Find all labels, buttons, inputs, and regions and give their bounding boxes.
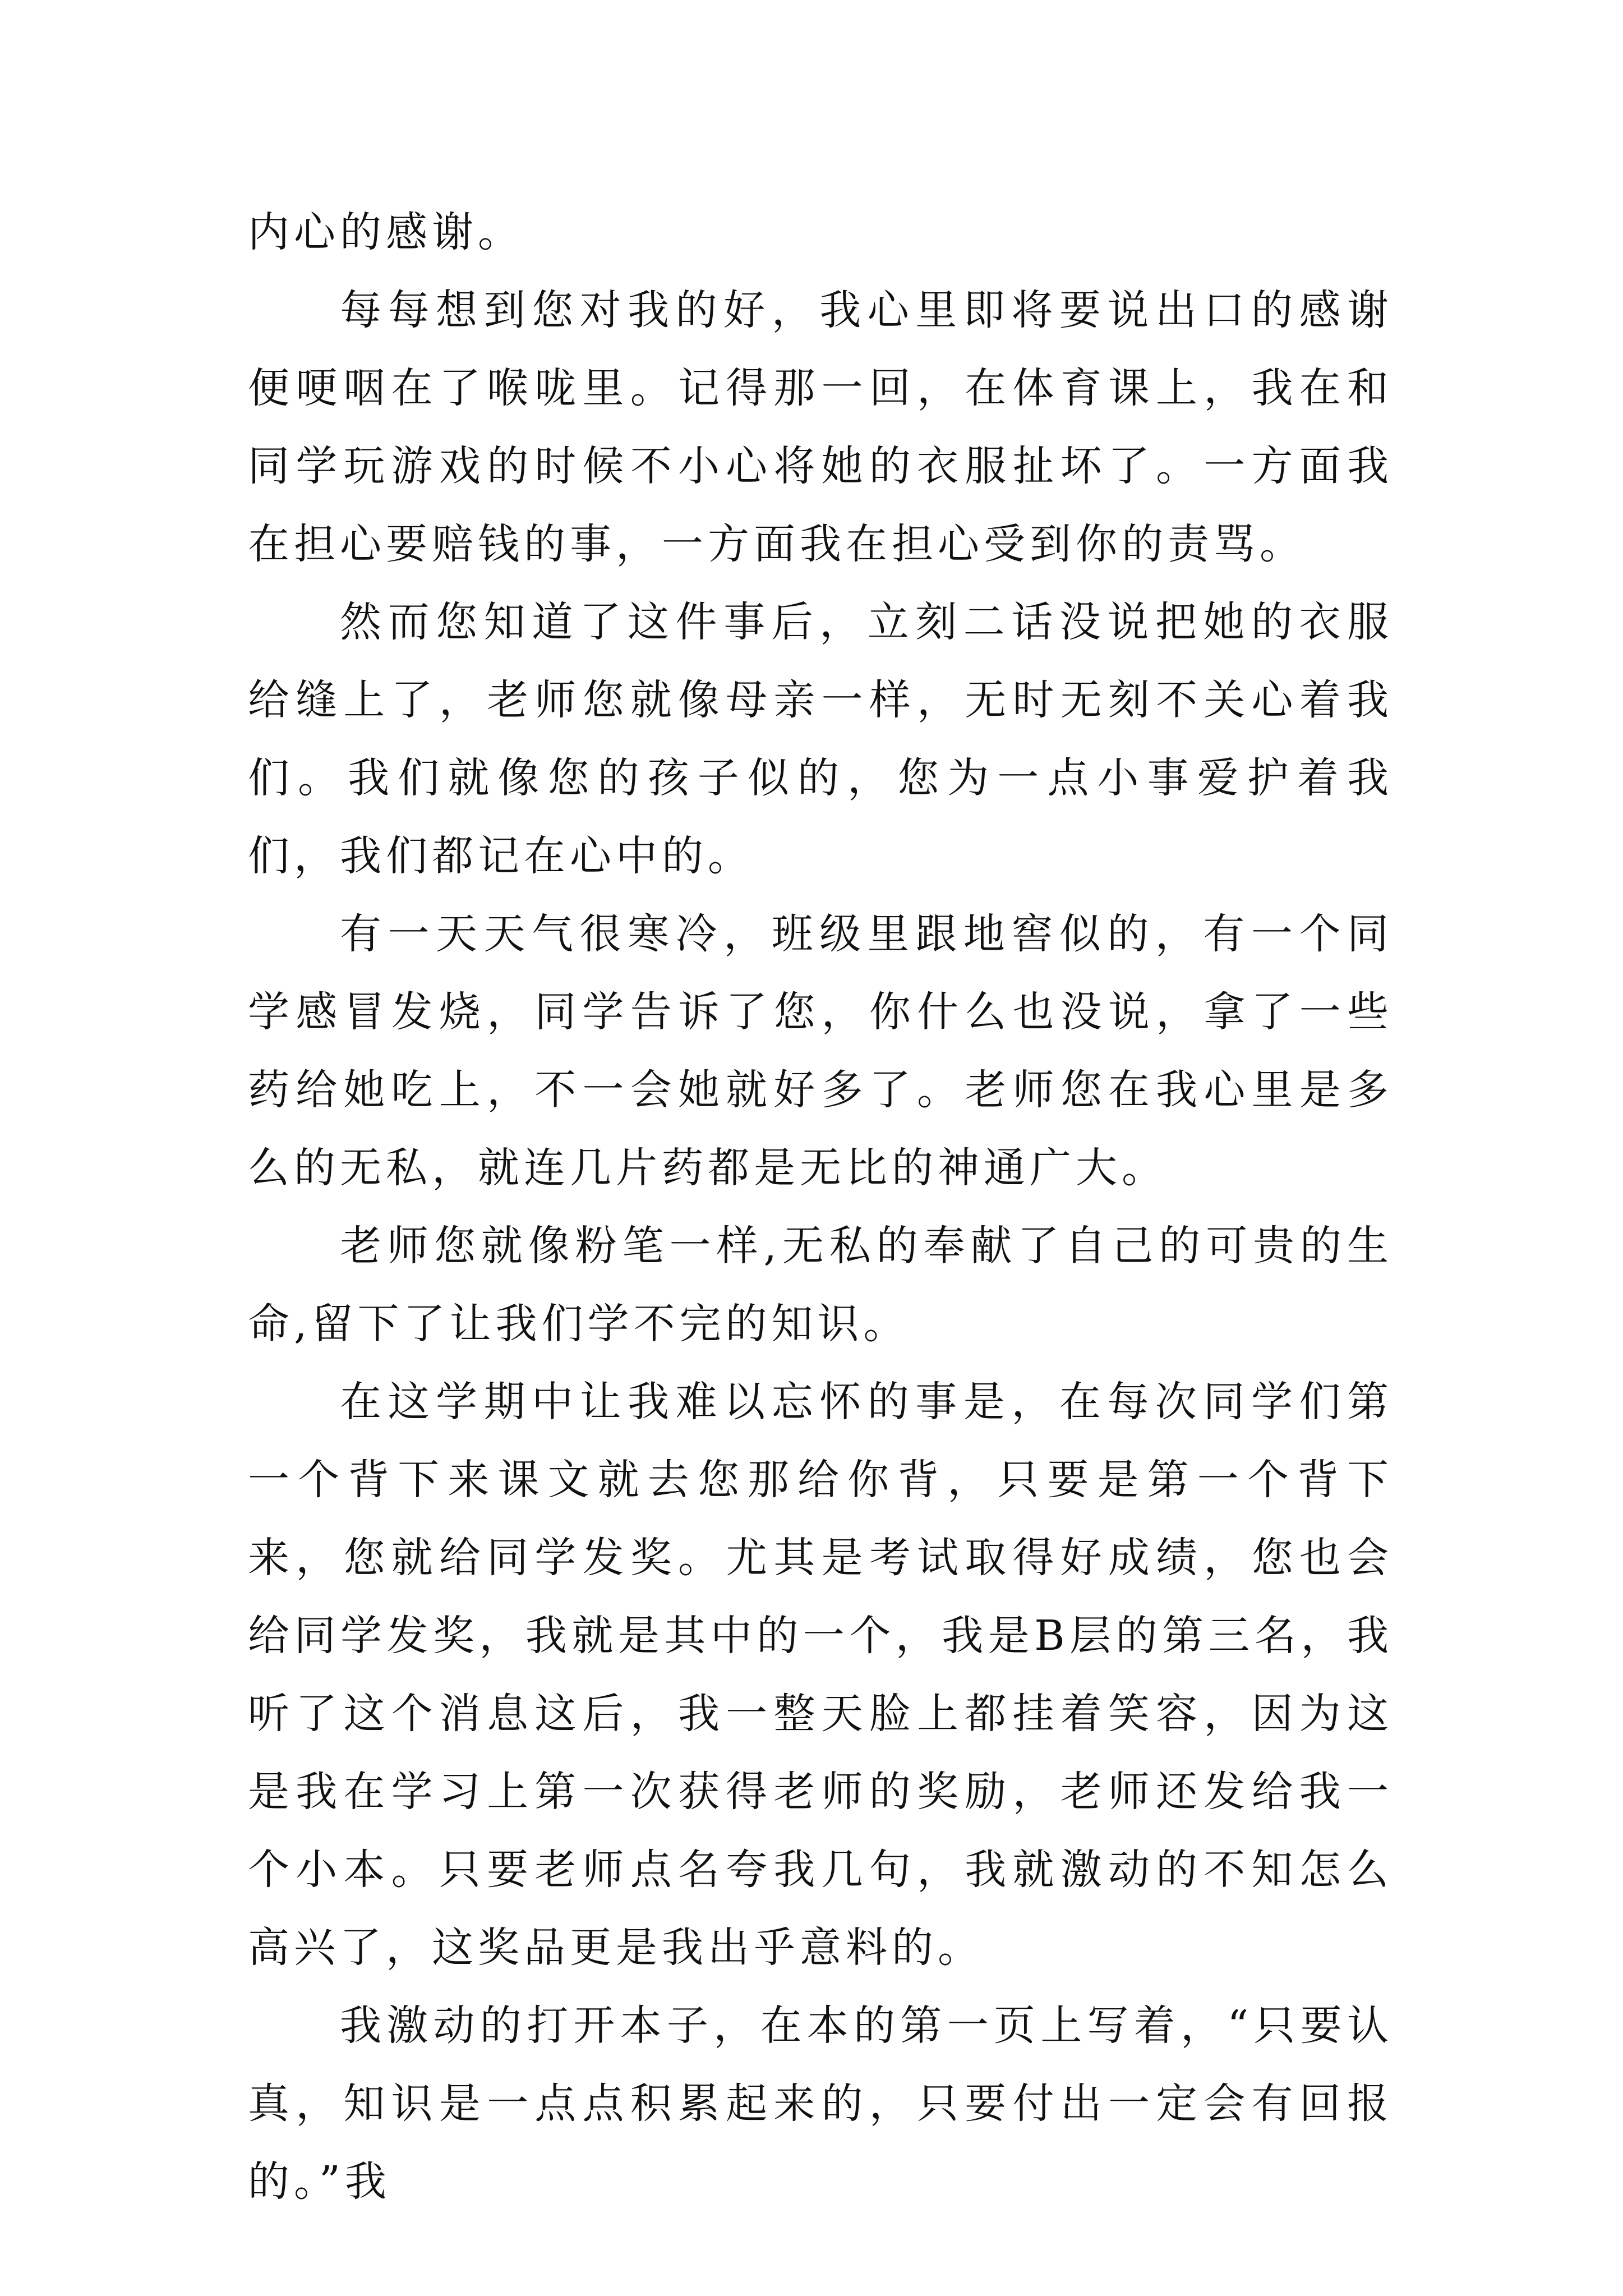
paragraph-7: 我激动的打开本子，在本的第一页上写着，“只要认真，知识是一点点积累起来的，只要付出一定会有回报的。”我 [248, 2001, 1393, 2206]
paragraph-1: 内心的感谢。 [248, 208, 524, 256]
paragraph-5: 老师您就像粉笔一样,无私的奉献了自己的可贵的生命,留下了让我们学不完的知识。 [248, 1222, 1393, 1348]
paragraph-4: 有一天天气很寒冷，班级里跟地窖似的，有一个同学感冒发烧，同学告诉了您，你什么也没说，拿了一些药给她吃上，不一会她就好多了。老师您在我心里是多么的无私，就连几片药都是无比的神通广大。 [248, 910, 1393, 1192]
document-body [248, 194, 1393, 2221]
paragraph-2: 每每想到您对我的好，我心里即将要说出口的感谢便哽咽在了喉咙里。记得那一回，在体育课上，我在和同学玩游戏的时候不小心将她的衣服扯坏了。一方面我在担心要赔钱的事，一方面我在担心受到你的责骂。 [248, 286, 1393, 568]
paragraph-3: 然而您知道了这件事后，立刻二话没说把她的衣服给缝上了，老师您就像母亲一样，无时无刻不关心着我们。我们就像您的孩子似的，您为一点小事爱护着我们，我们都记在心中的。 [248, 598, 1393, 880]
paragraph-6: 在这学期中让我难以忘怀的事是，在每次同学们第一个背下来课文就去您那给你背，只要是第一个背下来，您就给同学发奖。尤其是考试取得好成绩，您也会给同学发奖，我就是其中的一个，我是B层的第三名，我听了这个消息这后，我一整天脸上都挂着笑容，因为这是我在学习上第一次获得老师的奖励，老师还发给我一个小本。只要老师点名夸我几句，我就激动的不知怎么高兴了，这奖品更是我出乎意料的。 [248, 1378, 1393, 1972]
